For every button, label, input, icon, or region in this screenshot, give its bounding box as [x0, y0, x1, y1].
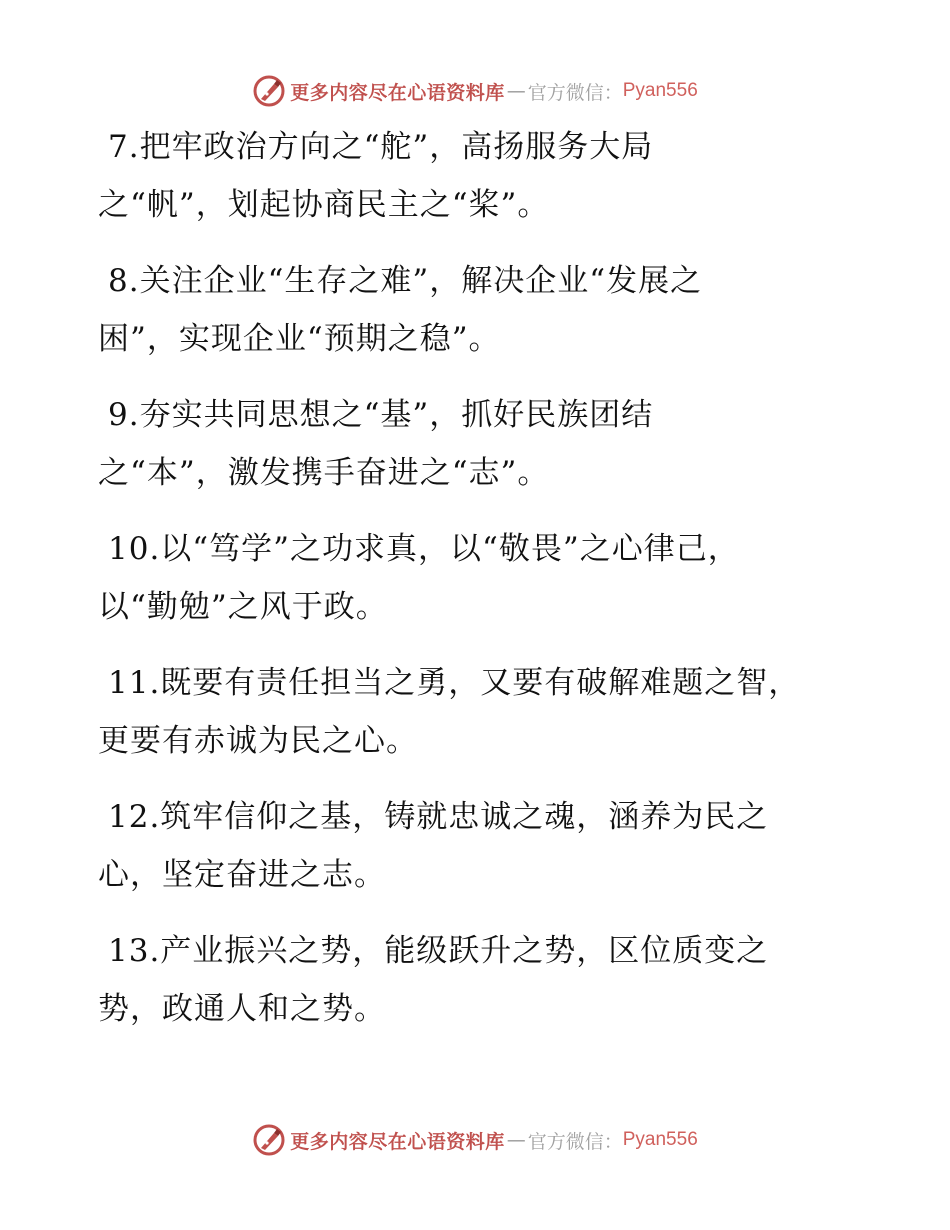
item-line: 困”，实现企业“预期之稳”。: [98, 321, 501, 357]
item-list: [98, 118, 858, 1056]
banner-wechat-label: 官方微信：: [527, 1130, 623, 1153]
item-line: 12.筑牢信仰之基，铸就忠诚之魂，涵养为民之: [108, 799, 769, 835]
list-item: [98, 654, 858, 770]
banner-dash: —: [506, 1129, 526, 1151]
banner-wechat-id: Pyan556: [622, 1129, 698, 1150]
banner-wechat-label: 官方微信：: [527, 81, 623, 104]
list-item: [98, 386, 858, 502]
list-item: [98, 922, 858, 1038]
item-line: 心，坚定奋进之志。: [98, 857, 386, 893]
banner-text: 更多内容尽在心语资料库: [290, 1130, 505, 1153]
item-line: 之“帆”，划起协商民主之“桨”。: [98, 187, 550, 223]
list-item: [98, 118, 858, 234]
item-line: 9.夯实共同思想之“基”，抓好民族团结: [108, 397, 654, 433]
list-item: [98, 520, 858, 636]
banner-text: 更多内容尽在心语资料库: [290, 81, 505, 104]
item-line: 更要有赤诚为民之心。: [98, 723, 418, 759]
banner-dash: —: [506, 80, 526, 102]
banner-wechat-id: Pyan556: [622, 80, 698, 101]
item-line: 13.产业振兴之势，能级跃升之势，区位质变之: [108, 933, 769, 969]
pen-logo-icon: [252, 74, 286, 108]
list-item: [98, 252, 858, 368]
item-line: 10.以“笃学”之功求真，以“敬畏”之心律己，: [108, 531, 740, 567]
header-banner: [0, 71, 950, 111]
item-line: 势，政通人和之势。: [98, 991, 386, 1027]
item-line: 7.把牢政治方向之“舵”，高扬服务大局: [108, 129, 654, 165]
footer-banner: [0, 1120, 950, 1160]
item-line: 11.既要有责任担当之勇，又要有破解难题之智，: [108, 665, 801, 701]
list-item: [98, 788, 858, 904]
pen-logo-icon: [252, 1123, 286, 1157]
item-line: 之“本”，激发携手奋进之“志”。: [98, 455, 550, 491]
item-line: 以“勤勉”之风于政。: [98, 589, 388, 625]
item-line: 8.关注企业“生存之难”，解决企业“发展之: [108, 263, 703, 299]
